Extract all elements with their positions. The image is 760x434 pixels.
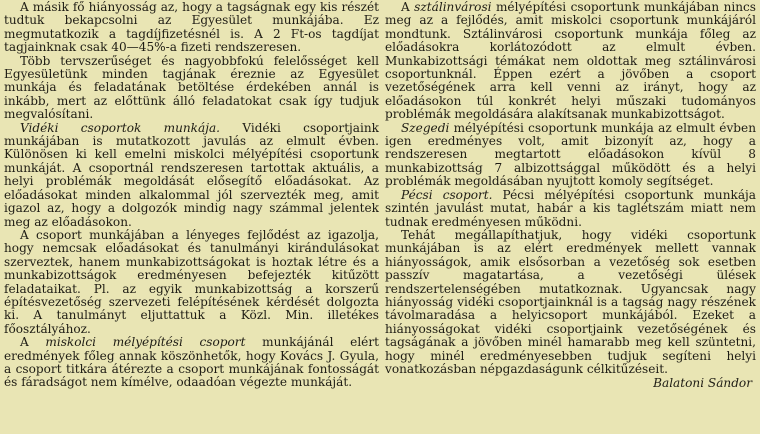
- paragraph-membership: A másik fő hiányosság az, hogy a tagságnak egy kis részét tudtuk bekapcsolni az Egyesület munkájába. Ez megmutatkozik a tagdíjfizetésnél is. A 2 Ft-os tagdíjat tagjainknak csak 40—45%-a fizeti rendszeresen.: [4, 0, 379, 55]
- paragraph-pecs: Pécsi csoport. Pécsi mélyépítési csoportunk munkája szintén javulást mutat, habár a kis taglétszám miatt nem tudnak eredményesen működni.: [385, 187, 756, 229]
- section-lead-pecs: Pécsi csoport.: [401, 187, 493, 202]
- paragraph-szeged: Szegedi mélyépítési csoportunk munkája az elmult évben igen eredményes volt, amit bizonyít az, hogy a rendszeresen megtartott előadásokon kívül 8 munkabizottság 7 albizottsággal működött és a helyi problémák megoldásában nyujtott komoly segítséget.: [385, 120, 756, 189]
- section-lead-miskolc: miskolci mélyépítési csoport: [45, 335, 246, 350]
- left-column: [4, 1, 379, 390]
- paragraph-working-committees: A csoport munkájában a lényeges fejlődést az igazolja, hogy nemcsak előadásokat és tanulmányi kirándulásokat szerveztek, hanem munkabizottságokat is hoztak létre és a munkabizottságok eredményesen befejezték kitűzött feladataikat. Pl. az egyik munkabizottság a korszerű építésvezetőség szervezeti felépítésének kérdését dolgozta ki. A tanulmányt eljuttattuk a Közl. Min. illetékes főosztályához.: [4, 227, 379, 336]
- paragraph-responsibility: Több tervszerűséget és nagyobbfokú felelősséget kell Egyesületünk minden tagjának éreznie az Egyesület munkája és feladatának betöltése érdekében annál is inkább, mert az előttünk álló feladatokat csak így tudjuk megvalósítani.: [4, 53, 379, 122]
- right-column: [385, 1, 756, 391]
- paragraph-sztalinvaros: A sztálinvárosi mélyépítési csoportunk munkájában nincs meg az a fejlődés, amit miskolci csoportunk munkájáról mondtunk. Sztálinvárosi csoportunk munkája főleg az előadásokra korlátozódott az elmult évben. Munkabizottsági témákat nem oldottak meg sztálinvárosi csoportunknál. Éppen ezért a jövőben a csoport vezetőségének arra kell venni az irányt, hogy az előadásokon túl konkrét helyi műszaki tudományos problémák megoldására alakítsanak munkabizottságot.: [385, 0, 756, 122]
- paragraph-conclusion: Tehát megállapíthatjuk, hogy vidéki csoportunk munkájában is az elért eredmények mellett vannak hiányosságok, amik elsősorban a vezetőség sok esetben passzív magatartása, a vezetőségi ülések rendszertelenségében mutatkoznak. Ugyancsak nagy hiányosság vidéki csoportjainknál is a tagság nagy részének távolmaradása a helyicsoport munkájából. Ezeket a hiányosságokat vidéki csoportjaink vezetőségének és tagságának a jövőben minél hamarabb meg kell szüntetni, hogy minél eredményesebben tudjuk segíteni helyi vonatkozásban népgazdaságunk célkitűzéseit.: [385, 227, 756, 376]
- section-lead-sztalinvaros: sztálinvárosi: [414, 0, 492, 14]
- paragraph-miskolc: A miskolci mélyépítési csoport munkájánál elért eredmények főleg annak köszönhetők, hogy Kovács J. Gyula, a csoport titkára átérezte a csoport munkájának fontosságát és fáradságot nem kímélve, odaadóan végezte munkáját.: [4, 335, 379, 390]
- section-lead-szeged: Szegedi: [401, 120, 450, 135]
- section-lead-rural-groups: Vidéki csoportok munkája.: [20, 120, 221, 135]
- paragraph-rural-groups: Vidéki csoportok munkája. Vidéki csoportjaink munkájában is mutatkozott javulás az elmult évben. Különösen ki kell emelni miskolci mélyépítési csoportunk munkáját. A csoportnál rendszeresen tartottak aktuális, a helyi problémák megoldását elősegítő előadásokat. Az előadásokat minden alkalommal jól szervezték meg, amit igazol az, hogy a dolgozók mindig nagy számmal jelentek meg az előadásokon.: [4, 120, 379, 229]
- author-signature: Balatoni Sándor: [653, 376, 752, 391]
